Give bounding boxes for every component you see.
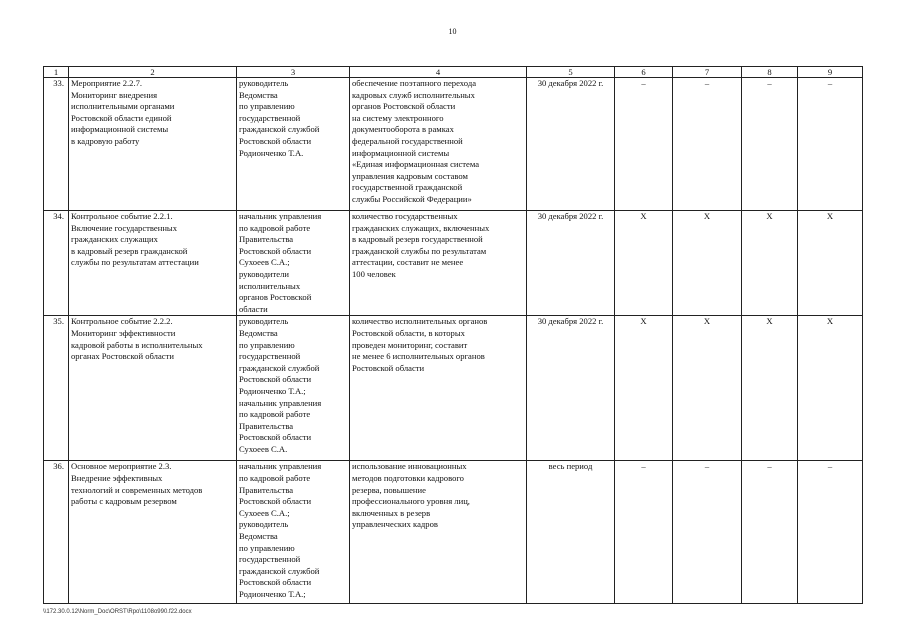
header-row (44, 67, 863, 78)
period-mark-cell: X (798, 316, 863, 461)
responsible-line: Правительства (239, 420, 294, 431)
period-mark-cell: – (798, 78, 863, 211)
responsible-line: органов Ростовской (239, 292, 312, 303)
event-cell (69, 211, 237, 316)
result-line: федеральной государственной (352, 135, 463, 146)
responsible-line: гражданской службой (239, 565, 320, 576)
result-line: обеспечение поэтапного перехода (352, 78, 477, 88)
responsible-line: руководители (239, 268, 289, 279)
result-line: на систему электронного (352, 112, 444, 123)
event-line: Контрольное событие 2.2.1. (71, 211, 173, 221)
result-line: 100 человек (352, 268, 396, 279)
result-line: «Единая информационная система (352, 159, 480, 170)
responsible-line: по кадровой работе (239, 472, 311, 483)
event-line: гражданских служащих (71, 234, 158, 245)
event-line: Контрольное событие 2.2.2. (71, 316, 173, 327)
result-line: в кадровый резерв государственной (352, 234, 483, 245)
responsible-line: Родионченко Т.А.; (239, 385, 306, 396)
event-cell (69, 316, 237, 461)
header-cell: 3 (237, 67, 350, 78)
row-number-cell: 33. (44, 78, 69, 211)
responsible-line: Ростовской области (239, 577, 312, 588)
event-line: Внедрение эффективных (71, 472, 163, 483)
header-cell: 7 (673, 67, 742, 78)
responsible-cell (237, 78, 350, 211)
event-line: Ростовской области единой (71, 112, 172, 123)
result-line: гражданской службы по результатам (352, 245, 487, 256)
deadline-cell: весь период (527, 461, 615, 604)
result-line: количество исполнительных органов (352, 316, 488, 327)
result-line: органов Ростовской области (352, 101, 456, 112)
period-mark-cell: X (615, 211, 673, 316)
result-line: методов подготовки кадрового (352, 472, 464, 483)
responsible-line: Ведомства (239, 89, 278, 100)
responsible-line: Ведомства (239, 327, 278, 338)
result-line: информационной системы (352, 147, 450, 158)
responsible-line: Сухоеев С.А.; (239, 257, 290, 268)
event-line: Основное мероприятие 2.3. (71, 461, 172, 472)
period-mark-cell: – (615, 78, 673, 211)
responsible-cell (237, 211, 350, 316)
responsible-line: по кадровой работе (239, 409, 311, 420)
period-mark-cell: X (673, 211, 742, 316)
period-mark-cell: X (673, 316, 742, 461)
responsible-line: гражданской службой (239, 362, 320, 373)
responsible-line: руководитель (239, 519, 289, 530)
responsible-line: исполнительных (239, 280, 301, 291)
event-line: исполнительными органами (71, 101, 175, 112)
result-line: службы Российской Федерации» (352, 193, 472, 204)
event-line: кадровой работы в исполнительных (71, 339, 203, 350)
result-line: использование инновационных (352, 461, 467, 472)
result-cell (350, 461, 527, 604)
period-mark-cell: – (798, 461, 863, 604)
header-cell: 2 (69, 67, 237, 78)
responsible-line: Правительства (239, 234, 294, 245)
responsible-line: руководитель (239, 78, 289, 88)
responsible-line: государственной (239, 112, 301, 123)
period-mark-cell: – (615, 461, 673, 604)
result-line: кадровых служб исполнительных (352, 89, 475, 100)
result-line: включенных в резерв (352, 507, 431, 518)
responsible-line: Родионченко Т.А.; (239, 588, 306, 599)
row-number-cell: 35. (44, 316, 69, 461)
event-line: службы по результатам аттестации (71, 257, 199, 268)
period-mark-cell: X (742, 211, 798, 316)
event-line: в кадровую работу (71, 135, 140, 146)
result-line: управленческих кадров (352, 519, 438, 530)
event-line: Мероприятие 2.2.7. (71, 78, 143, 88)
responsible-line: по управлению (239, 542, 295, 553)
event-line: Мониторинг эффективности (71, 327, 176, 338)
responsible-line: начальник управления (239, 211, 322, 221)
action-plan-table (43, 66, 863, 604)
responsible-cell (237, 316, 350, 461)
responsible-line: государственной (239, 554, 301, 565)
responsible-line: Правительства (239, 484, 294, 495)
page-number: 10 (448, 27, 457, 36)
responsible-line: государственной (239, 351, 301, 362)
responsible-cell (237, 461, 350, 604)
responsible-line: Ростовской области (239, 135, 312, 146)
responsible-line: Родионченко Т.А. (239, 147, 304, 158)
deadline-cell: 30 декабря 2022 г. (527, 211, 615, 316)
period-mark-cell: X (615, 316, 673, 461)
file-path-footer: \\172.30.0.12\Norm_Doc\ORST\Rpo\1108o990.f22.docx (43, 609, 192, 615)
responsible-line: Ведомства (239, 530, 278, 541)
deadline-cell: 30 декабря 2022 г. (527, 78, 615, 211)
header-cell: 9 (798, 67, 863, 78)
event-line: органах Ростовской области (71, 351, 174, 362)
header-cell: 8 (742, 67, 798, 78)
event-line: работы с кадровым резервом (71, 496, 177, 507)
period-mark-cell: X (742, 316, 798, 461)
row-number-cell: 34. (44, 211, 69, 316)
header-cell: 5 (527, 67, 615, 78)
responsible-line: руководитель (239, 316, 289, 327)
responsible-line: области (239, 303, 268, 314)
row-number-cell: 36. (44, 461, 69, 604)
result-line: государственной гражданской (352, 182, 463, 193)
table-row (44, 78, 863, 211)
responsible-line: по управлению (239, 339, 295, 350)
event-line: информационной системы (71, 124, 169, 135)
responsible-line: по управлению (239, 101, 295, 112)
responsible-line: начальник управления (239, 461, 322, 472)
result-line: Ростовской области (352, 362, 425, 373)
event-line: технологий и современных методов (71, 484, 203, 495)
table-row (44, 461, 863, 604)
period-mark-cell: – (673, 78, 742, 211)
result-cell (350, 316, 527, 461)
result-line: гражданских служащих, включенных (352, 222, 490, 233)
result-line: документооборота в рамках (352, 124, 454, 135)
result-line: профессионального уровня лиц, (352, 496, 470, 507)
period-mark-cell: – (742, 78, 798, 211)
responsible-line: начальник управления (239, 397, 322, 408)
header-cell: 1 (44, 67, 69, 78)
result-line: количество государственных (352, 211, 458, 221)
responsible-line: Ростовской области (239, 245, 312, 256)
event-line: Мониторинг внедрения (71, 89, 158, 100)
result-line: аттестации, составит не менее (352, 257, 464, 268)
event-cell (69, 461, 237, 604)
responsible-line: Ростовской области (239, 496, 312, 507)
responsible-line: Сухоеев С.А.; (239, 507, 290, 518)
event-line: Включение государственных (71, 222, 178, 233)
period-mark-cell: X (798, 211, 863, 316)
result-cell (350, 78, 527, 211)
result-line: управления кадровым составом (352, 170, 468, 181)
header-cell: 6 (615, 67, 673, 78)
responsible-line: гражданской службой (239, 124, 320, 135)
result-cell (350, 211, 527, 316)
responsible-line: Ростовской области (239, 374, 312, 385)
table-row (44, 316, 863, 461)
event-line: в кадровый резерв гражданской (71, 245, 188, 256)
responsible-line: Ростовской области (239, 432, 312, 443)
result-line: резерва, повышение (352, 484, 426, 495)
period-mark-cell: – (673, 461, 742, 604)
result-line: Ростовской области, в которых (352, 327, 465, 338)
result-line: не менее 6 исполнительных органов (352, 351, 485, 362)
period-mark-cell: – (742, 461, 798, 604)
header-cell: 4 (350, 67, 527, 78)
event-cell (69, 78, 237, 211)
table-row (44, 211, 863, 316)
responsible-line: Сухоеев С.А. (239, 443, 288, 454)
result-line: проведен мониторинг, составит (352, 339, 468, 350)
responsible-line: по кадровой работе (239, 222, 311, 233)
deadline-cell: 30 декабря 2022 г. (527, 316, 615, 461)
